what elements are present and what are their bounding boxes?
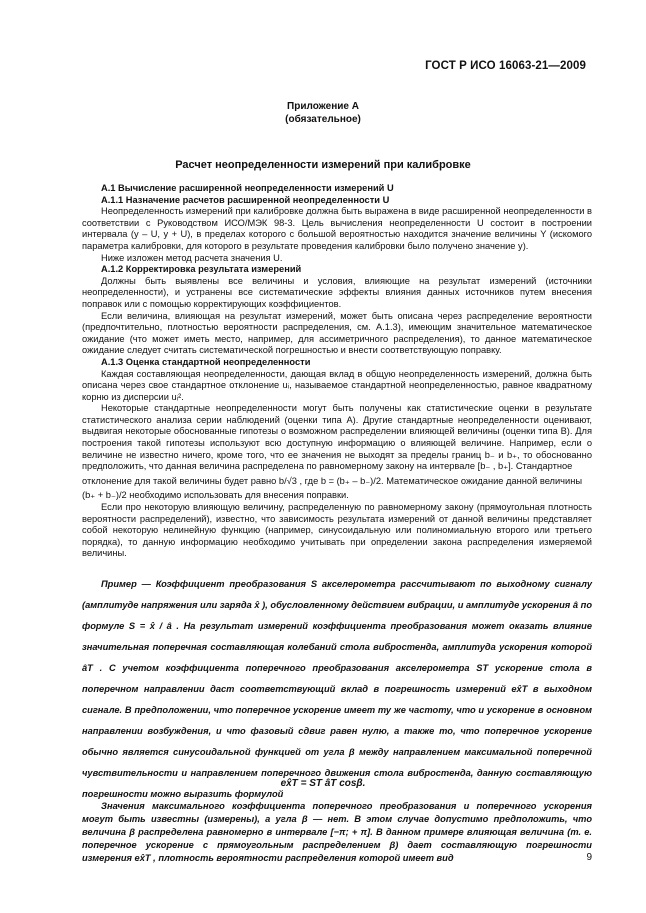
- paragraph: Некоторые стандартные неопределенности могут быть получены как статистические оценки в результате статистического анализа серии наблюдений (оценки типа А). Другие стандартные неопределенности оценивают, выдвигая некоторые обоснованные гипотезы о возможном распределении влияющей величины (оценки типа В). Для построения такой гипотезы используют всю доступную информацию о влияющей величине. Например, если о величине не известно ничего, кроме того, что ее значения не выходят за пределы границ b₋ и b₊, то обоснованно предположить, что данная величина распределена по равномерному закону на интервале [b₋ , b₊]. Стандартное: [82, 403, 592, 472]
- paragraph: Ниже изложен метод расчета значения U.: [101, 252, 283, 263]
- paragraph: (b₊ + b₋)/2 необходимо использовать для внесения поправки.: [82, 490, 349, 501]
- page-number: 9: [586, 852, 592, 863]
- paragraph: Неопределенность измерений при калибровке должна быть выражена в виде расширенной неопределенности в соответствии с Руководством ИСО/МЭК 98-3. Цель вычисления неопределенности U состоит в построении интервала (y – U, y + U), в пределах которого с большой вероятностью находится значение величины Y (искомого параметра калибровки, для которого в результате проведения калибровки было получено значение y).: [82, 206, 592, 251]
- annex-title: Расчет неопределенности измерений при калибровке: [175, 159, 471, 171]
- paragraph: отклонение для такой величины будет равно b/√3 , где b = (b₊ – b₋)/2. Математическое ожидание данной величины: [82, 475, 583, 486]
- example-paragraph: Пример — Коэффициент преобразования S акселерометра рассчитывают по выходному сигналу (амплитуде напряжения или заряда x̂ ), обусловленному действием вибрации, и амплитуде ускорения â по формуле S = x̂ / â . На результат измерений коэффициента преобразования может оказать влияние значительная поперечная составляющая колебаний стола вибростенда, амплитуда ускорения которой âT . С учетом коэффициента поперечного преобразования акселерометра ST ускорение стола в поперечном направлении даст соответствующий вклад в погрешность измерений ex̂T в выходном сигнале. В предположении, что поперечное ускорение имеет ту же частоту, что и ускорение в основном направлении возбуждения, и что фазовый сдвиг равен нулю, а также то, что поперечное ускорение обычно является синусоидальной функцией от угла β между направлением максимальной поперечной чувствительности и направлением поперечного движения стола вибростенда, данную составляющую погрешности можно выразить формулой: [82, 579, 592, 799]
- example-paragraph: Значения максимального коэффициента поперечного преобразования и поперечного ускорения могут быть известны (измерены), а угла β — нет. В этом случае допустимо предположить, что величина β распределена равномерно в интервале [−π; + π]. В данном примере влияющая величина (т. е. поперечное ускорение с прямоугольным распределением β) дает составляющую погрешности измерения ex̂T , плотность вероятности распределения которой имеет вид: [82, 801, 592, 863]
- paragraph: Каждая составляющая неопределенности, дающая вклад в общую неопределенность измерений, должна быть описана через свое стандартное отклонение uᵢ, называемое стандартной неопределенностью, равное квадратному корню из дисперсии uᵢ².: [82, 368, 592, 402]
- section-a1: [82, 183, 592, 560]
- example-block: [82, 574, 592, 805]
- example-continued: [82, 800, 592, 865]
- paragraph: Должны быть выявлены все величины и условия, влияющие на результат измерений (источники неопределенности), и устранены все систематические эффекты влияния данных источников путем внесения поправок или с помощью корректирующих коэффициентов.: [82, 275, 592, 309]
- annex-label: Приложение А: [287, 101, 359, 112]
- heading-a1-2: А.1.2 Корректировка результата измерений: [101, 264, 302, 275]
- paragraph: Если про некоторую влияющую величину, распределенную по равномерному закону (прямоугольная плотность вероятности распределений), известно, что зависимость результата измерений от данной величины представляет собой некоторую нелинейную функцию (например, синусоидальную или полиномиальную второго или третьего порядка), то данную информацию необходимо учитывать при определении закона распределения измеряемой величины.: [82, 502, 592, 559]
- heading-a1: А.1 Вычисление расширенной неопределенности измерений U: [101, 183, 394, 193]
- heading-a1-3: А.1.3 Оценка стандартной неопределенности: [101, 356, 311, 367]
- annex-status: (обязательное): [285, 114, 361, 125]
- formula: ex̂T = ST âT cosβ.: [280, 778, 366, 789]
- document-header: ГОСТ Р ИСО 16063-21—2009: [425, 60, 586, 72]
- paragraph: Если величина, влияющая на результат измерений, может быть описана через распределение вероятности (предпочтительно, плотностью вероятности распределения, см. А.1.3), имеющим значительное математическое ожидание (что может иметь место, например, для ассиметричного распределения), то данное математическое ожидание следует считать систематической погрешностью и внести соответствующую поправку.: [82, 310, 592, 356]
- heading-a1-1: А.1.1 Назначение расчетов расширенной неопределенности U: [101, 194, 390, 205]
